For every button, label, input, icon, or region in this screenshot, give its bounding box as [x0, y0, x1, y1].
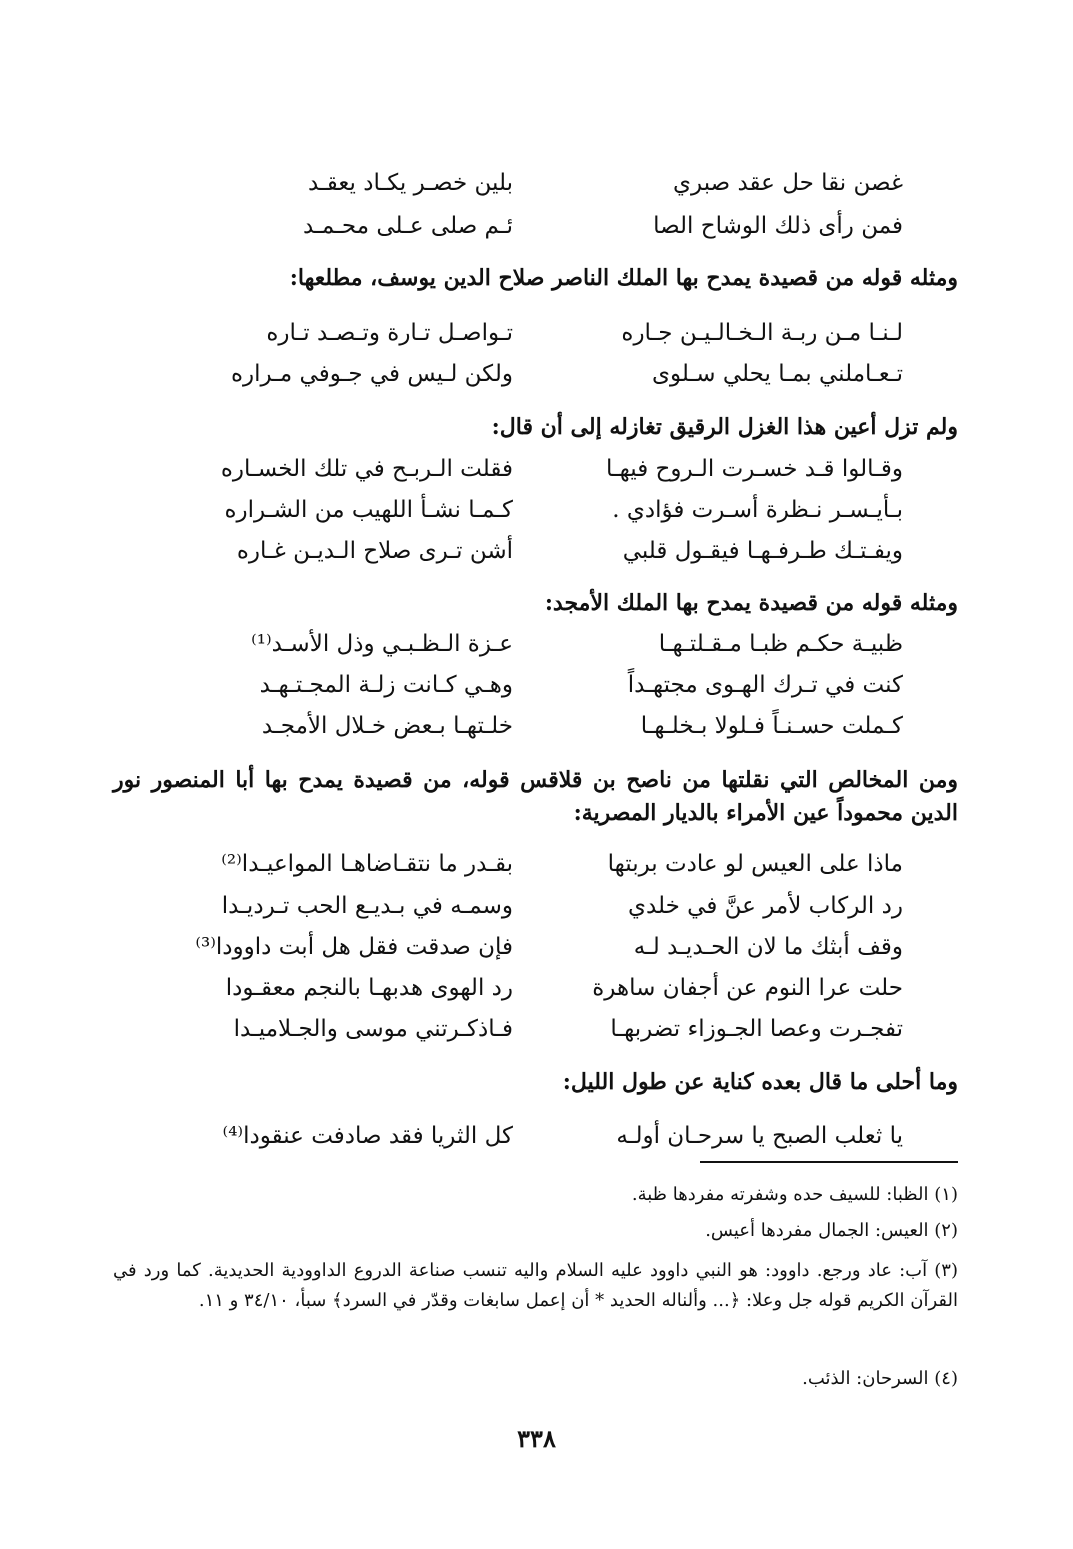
- verse-line: [0, 352, 1073, 396]
- verse-first-hemistich: كنت في تـرك الهـوى مجتهـداً: [627, 672, 903, 698]
- verse-second-hemistich: ولكن لـيس في جـوفي مـراره: [230, 361, 513, 387]
- footnote: (١) الظبا: للسيف حده وشفرته مفردها ظبة.: [631, 1184, 958, 1205]
- intro-paragraph: ومثله قوله من قصيدة يمدح بها الملك الأمجد:: [544, 590, 958, 616]
- verse-first-hemistich: حلت عرا النوم عن أجفان ساهرة: [592, 975, 903, 1001]
- verse-line: [0, 925, 1073, 969]
- intro-paragraph: ولم تزل أعين هذا الغزل الرقيق تغازله إلى أن قال:: [491, 414, 958, 440]
- verse-line: [0, 529, 1073, 573]
- verse-second-hemistich: رد الهوى هدبهـا بالنجم معقـودا: [225, 975, 513, 1001]
- verse-first-hemistich: غصن نقا حل عقد صبري: [673, 170, 903, 196]
- verse-first-hemistich: تفجـرت وعصا الجـوزاء تضربهـا: [610, 1016, 903, 1042]
- verse-second-hemistich: عـزة الـظـبـي وذل الأسـد⁽¹⁾: [251, 631, 513, 657]
- footnote-separator: [700, 1161, 958, 1163]
- verse-second-hemistich: وهـي كـانت زلـة المجـتـهـد: [259, 672, 513, 698]
- verse-second-hemistich: فقلت الـربـح في تلك الخسـاره: [220, 456, 513, 482]
- footnote: (٣) آب: عاد ورجع. داوود: هو النبي داوود عليه السلام واليه تنسب صناعة الدروع الداوودية الحديدية. كما ورد في القرآن الكريم قوله جل وعلا: ﴿... وألناله الحديد * أن إعمل سابغات وقدّر في السرد﴾ سبأ، ٣٤/١٠ و ١١.: [113, 1260, 958, 1311]
- verse-first-hemistich: فمن رأى ذلك الوشاح الصا: [653, 213, 903, 239]
- verse-line: [0, 663, 1073, 707]
- verse-second-hemistich: ئـم صلى عـلى محـمـد: [303, 213, 513, 239]
- verse-second-hemistich: بلين خصـر يكـاد يعقـد: [307, 170, 513, 196]
- verse-line: [0, 1114, 1073, 1158]
- verse-line: [0, 842, 1073, 886]
- verse-second-hemistich: فإن صدقت فقل هل أبت داوودا⁽³⁾: [195, 934, 513, 960]
- verse-first-hemistich: يا ثعلب الصبح يا سرحـان أولـه: [616, 1123, 903, 1149]
- verse-first-hemistich: تـعـاملني بمـا يحلي سـلوى: [652, 361, 903, 387]
- verse-first-hemistich: ماذا على العيس لو عادت بربتها: [607, 851, 903, 877]
- footnote: (٤) السرحان: الذئب.: [802, 1368, 958, 1389]
- verse-first-hemistich: رد الركاب لأمر عنَّ في خلدي: [627, 893, 903, 919]
- verse-second-hemistich: أشن تـرى صلاح الـديـن غـاره: [236, 538, 513, 564]
- intro-paragraph: ومثله قوله من قصيدة يمدح بها الملك الناصر صلاح الدين يوسف، مطلعها:: [289, 265, 958, 291]
- verse-first-hemistich: لـنـا مـن ربـة الـخـالـيـن جـاره: [621, 320, 903, 346]
- verse-first-hemistich: وقف أبثك ما لان الحـديـد لـه: [633, 934, 903, 960]
- verse-first-hemistich: بـأيـسـر نـظرة أسـرت فؤادي .: [612, 497, 903, 523]
- verse-second-hemistich: كل الثريا فقد صادفت عنقودا⁽⁴⁾: [222, 1123, 513, 1149]
- verse-second-hemistich: خلـتهـا بـعض خـلال الأمجـد: [261, 713, 513, 739]
- verse-second-hemistich: وسمـه في بـديـع الحب تـرديـدا: [221, 893, 513, 919]
- verse-line: [0, 488, 1073, 532]
- page-number: ٣٣٨: [517, 1424, 556, 1453]
- verse-first-hemistich: ويفـتـك طـرفـهـا فيقـول قلبي: [622, 538, 903, 564]
- intro-paragraph: وما أحلى ما قال بعده كناية عن طول الليل:: [562, 1069, 958, 1095]
- verse-first-hemistich: ظبيـة حكـم ظبـا مـقـلتـهـا: [658, 631, 903, 657]
- verse-line: [0, 1007, 1073, 1051]
- footnote: (٢) العيس: الجمال مفردها أعيس.: [705, 1220, 958, 1241]
- intro-paragraph: ومن المخالص التي نقلتها من ناصح بن قلاقس قوله، من قصيدة يمدح بها أبا المنصور نور الدين محموداً عين الأمراء بالديار المصرية:: [113, 767, 958, 826]
- verse-line: [0, 966, 1073, 1010]
- verse-line: [0, 622, 1073, 666]
- verse-line: [0, 884, 1073, 928]
- verse-line: [0, 161, 1073, 205]
- verse-line: [0, 447, 1073, 491]
- verse-second-hemistich: بقـدر ما نتقـاضاهـا المواعيـدا⁽²⁾: [221, 851, 513, 877]
- verse-second-hemistich: كـمـا نشـأ اللهيب من الشـراره: [224, 497, 513, 523]
- verse-line: [0, 204, 1073, 248]
- verse-first-hemistich: وقـالوا قـد خسـرت الـروح فيهـا: [605, 456, 903, 482]
- verse-line: [0, 704, 1073, 748]
- verse-first-hemistich: كـملت حسـنـاً فـلولا بـخلـهـا: [640, 713, 903, 739]
- verse-second-hemistich: فـاذكـرتني موسى والجـلاميـدا: [233, 1016, 513, 1042]
- verse-line: [0, 311, 1073, 355]
- verse-second-hemistich: تـواصـل تـارة وتـصـد تـاره: [266, 320, 513, 346]
